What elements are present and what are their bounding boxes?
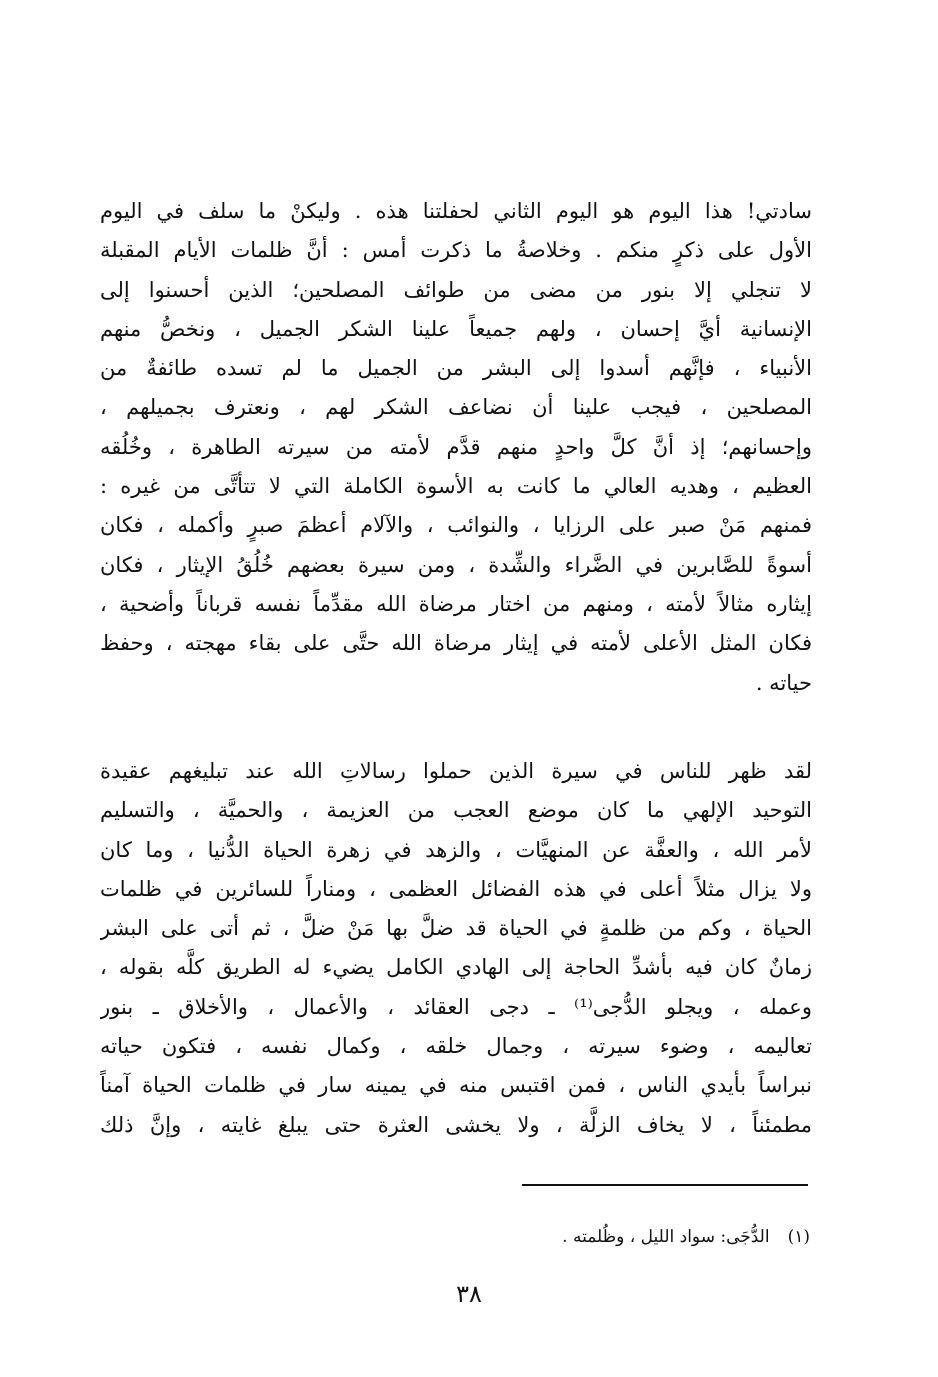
paragraph-2 (100, 752, 812, 1145)
text-line: الحياة ، وكم من ظلمةٍ في الحياة قد ضلَّ بها مَنْ ضلَّ ، ثم أتى على البشر (100, 916, 812, 941)
text-line: الأول على ذكرٍ منكم . وخلاصةُ ما ذكرت أمس : أنَّ ظلمات الأيام المقبلة (100, 238, 812, 263)
text-line: حياته . (755, 670, 812, 695)
paragraph-1 (100, 192, 812, 703)
footnote-divider (522, 1184, 808, 1186)
footnote-text: الدُّجَى: سواد الليل ، وظُلمته . (562, 1227, 770, 1247)
text-line: وعمله ، ويجلو الدُّجى⁽¹⁾ ـ دجى العقائد ، والأعمال ، والأخلاق ـ بنور (100, 994, 812, 1019)
text-line: إيثاره مثالاً لأمته ، ومنهم من اختار مرضاة الله مقدِّماً نفسه قرباناً وأضحية ، (100, 591, 812, 616)
text-line: لقد ظهر للناس في سيرة الذين حملوا رسالاتِ الله عند تبليغهم عقيدة (100, 759, 812, 783)
page-number: ٣٨ (456, 1280, 482, 1308)
text-line: سادتي! هذا اليوم هو اليوم الثاني لحفلتنا هذه . وليكنْ ما سلف في اليوم (100, 199, 812, 223)
text-line: الإنسانية أيَّ إحسان ، ولهم جميعاً علينا الشكر الجميل ، ونخصُّ منهم (100, 316, 812, 341)
text-line: وإحسانهم؛ إذ أنَّ كلَّ واحدٍ منهم قدَّم لأمته من سيرته الطاهرة ، وخُلُقه (100, 434, 812, 459)
text-line: التوحيد الإلهي ما كان موضع العجب من العزيمة ، والحميَّة ، والتسليم (100, 798, 812, 823)
text-line: فكان المثل الأعلى لأمته في إيثار مرضاة الله حتَّى على بقاء مهجته ، وحفظ (100, 631, 812, 656)
text-line: مطمئناً ، لا يخاف الزلَّة ، ولا يخشى العثرة حتى يبلغ غايته ، وإنَّ ذلك (100, 1112, 812, 1137)
footnote (310, 1224, 810, 1250)
text-line: العظيم ، وهديه العالي ما كانت به الأسوة الكاملة التي لا تتأتَّى من غيره : (100, 474, 812, 499)
text-line: المصلحين ، فيجب علينا أن نضاعف الشكر لهم ، ونعترف بجميلهم ، (100, 395, 812, 420)
text-line: الأنبياء ، فإنَّهم أسدوا إلى البشر من الجميل ما لم تسده طائفةٌ من (100, 356, 812, 381)
text-line: لا تنجلي إلا بنور من مضى من طوائف المصلحين؛ الذين أحسنوا إلى (100, 277, 812, 302)
text-line: نبراساً بأيدي الناس ، فمن اقتبس منه في يمينه سار في ظلمات الحياة آمناً (100, 1073, 812, 1098)
text-line: تعاليمه ، وضوء سيرته ، وجمال خلقه ، وكمال نفسه ، فتكون حياته (100, 1034, 812, 1059)
text-line: ولا يزال مثلاً أعلى في هذه الفضائل العظمى ، ومناراً للسائرين في ظلمات (100, 876, 812, 901)
text-line: لأمر الله ، والعفَّة عن المنهيَّات ، والزهد في زهرة الحياة الدُّنيا ، وما كان (100, 837, 812, 862)
text-line: أسوةً للصَّابرين في الضَّراء والشِّدة ، ومن سيرة بعضهم خُلُقُ الإيثار ، فكان (100, 552, 812, 577)
footnote-marker: (١) (787, 1227, 810, 1247)
text-line: زمانٌ كان فيه بأشدِّ الحاجة إلى الهادي الكامل يضيء له الطريق كلَّه بقوله ، (100, 955, 812, 980)
text-line: فمنهم مَنْ صبر على الرزايا ، والنوائب ، والآلام أعظمَ صبرٍ وأكمله ، فكان (100, 513, 812, 538)
